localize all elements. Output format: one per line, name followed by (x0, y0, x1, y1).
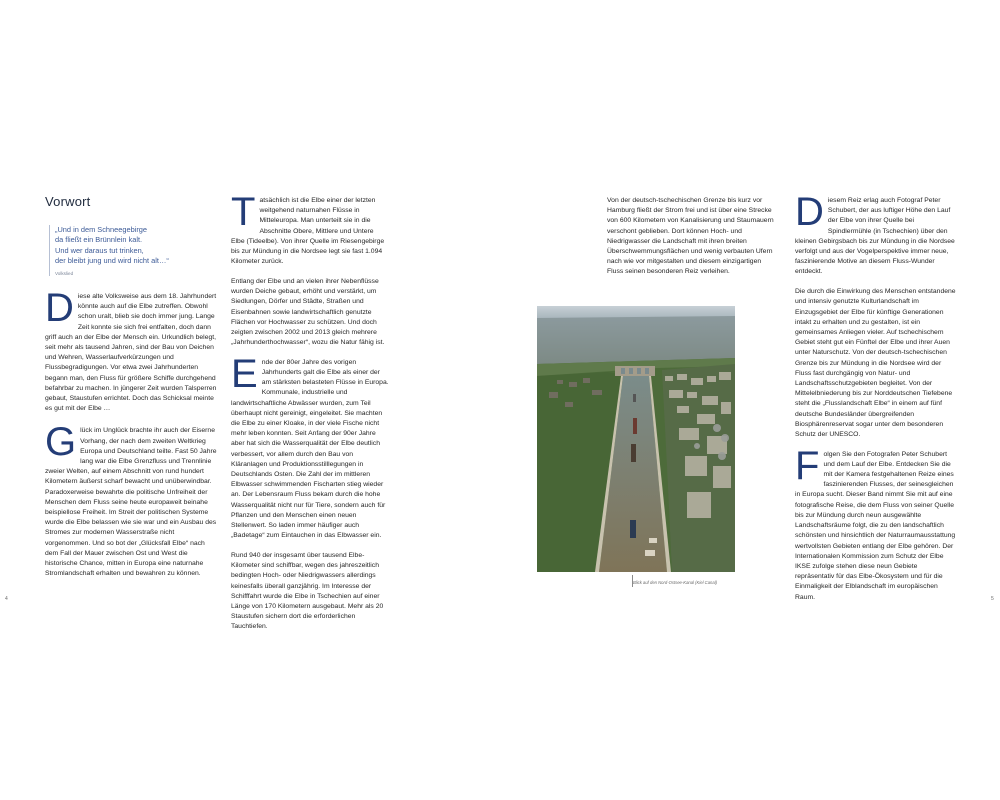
drop-cap: D (795, 190, 824, 234)
paragraph (231, 551, 389, 633)
paragraph (795, 443, 958, 603)
paragraph-text: Entlang der Elbe und an vielen ihrer Nebenflüsse wurden Deiche gebaut, erhöht und verstärkt, um Siedlungen, Dörfer und Städte, Straßen und Eisenbahnen sowie landwirtschaftlich genutzte Flächen vor Hochwasser zu schützen. Und doch zeigten zwischen 2002 und 2013 gleich mehrere „Jahrhunderthochwasser“, wozu die Natur fähig ist. (231, 277, 385, 347)
paragraph (45, 420, 218, 579)
paragraph (45, 286, 218, 414)
page-number-right: 5 (991, 596, 994, 602)
paragraph-text: iese alte Volksweise aus dem 18. Jahrhundert könnte auch auf die Elbe zutreffen. Obwohl schon uralt, blieb sie doch immer jung. Lange Zeit konnte sie sich frei entfalten, doch dann griff auch an der Elbe der Mensch ein. Urkundlich belegt, seit mehr als tausend Jahren, sind der Bau von Deichen und Wehren, Wasserlaufverkürzungen und Flussbegradigungen. Vor etwa zwei Jahrhunderten begann man, den Fluss für größere Schiffe durchgehend befahrbar zu machen. In jüngerer Zeit wurden Talsperren gebaut, Staustufen errichtet. Doch das Schicksal meinte es gut mit der Elbe … (45, 293, 217, 413)
epigraph (49, 225, 195, 276)
epigraph-line: der bleibt jung und wird nicht alt…“ (55, 255, 169, 265)
paragraph-text: Die durch die Einwirkung des Menschen entstandene und intensiv genutzte Kulturlandschaft im Einzugsgebiet der Elbe für künftige Generationen intakt zu erhalten und zu gestalten, ist ein gemeinsames Anliegen vieler. Auf tschechischem Gebiet steht gut ein Fünftel der Elbe und ihrer Auen unter Naturschutz. Von der deutsch-tschechischen Grenze bis zur Mündung in die Nordsee wird der Fluss fast durchgängig von Natur- und Landschaftsschutzgebieten begleitet. Von der Mittelelbniederung bis zur Norddeutschen Tiefebene steht die „Flusslandschaft Elbe“ in einem auf fünf deutsche Bundesländer übergreifenden Biosphärenreservat sogar unter dem besonderen Schutz der UNESCO. (795, 288, 956, 438)
paragraph (231, 277, 389, 348)
paragraph-text: nde der 80er Jahre des vorigen Jahrhunderts galt die Elbe als einer der am stärksten belasteten Flüsse in Europa. Kommunale, industrielle und landwirtschaftliche Abwässer wurden, zum Teil überhaupt nicht gereinigt, eingeleitet. Sie machten die Elbe zu einer Kloake, in der viele Fische nicht mehr leben konnten. Seit Anfang der 90er Jahre aber hat sich die Wasserqualität der Elbe deutlich verbessert, vor allem durch den Bau von Kläranlagen und Produktionsstilllegungen in Deutschlands Osten. Die Zahl der im mittleren Elbwasser schwimmenden Fischarten stieg wieder an. Der Lebensraum Fluss bekam durch die hohe Wasserqualität nicht nur für Tiere, sondern auch für Pflanzen und den Menschen einen neuen Stellenwert. So laden immer häufiger auch „Badetage“ zum Eintauchen in das Elbwasser ein. (231, 358, 389, 540)
page-number-left: 4 (5, 596, 8, 602)
left-column-1 (45, 286, 218, 589)
right-column-1 (607, 196, 775, 287)
drop-cap: T (231, 190, 256, 234)
drop-cap: E (231, 351, 258, 396)
drop-cap: F (795, 443, 820, 488)
paragraph-text: lück im Unglück brachte ihr auch der Eiserne Vorhang, der nach dem zweiten Weltkrieg Europa und Deutschland teilte. Fast 50 Jahre lang war die Elbe Grenzfluss und Trennlinie zweier Welten, auf einem Abschnitt von rund hundert Kilometern äußerst scharf bewacht und unüberwindbar. Paradoxerweise bewahrte die politische Unfreiheit der Menschen dem Fluss seine heute europaweit beinahe beispiellose Freiheit. Im Streit der politischen Systeme wurde die Elbe belassen wie sie war und ein Ausbau des Stromes zur modernen Wasserstraße nicht vorgenommen. Und so bot der „Glücksfall Elbe“ nach dem Fall der Mauer zwischen Ost und West die historische Chance, mitten in Europa eine naturnahe Stromlandschaft erhalten und bewahren zu können. (45, 427, 217, 578)
left-column-2 (231, 190, 389, 642)
paragraph (231, 351, 389, 542)
paragraph (607, 196, 775, 278)
paragraph-text: Von der deutsch-tschechischen Grenze bis kurz vor Hamburg fließt der Strom frei und ist über eine Strecke von 600 Kilometern von Kanalisierung und Staumauern verschont geblieben. Dort können Hoch- und Niedrigwasser die Landschaft mit ihren breiten Überschwemmungsflächen und wenig verbauten Ufern nach wie vor mitgestalten und diesem einzigartigen Fluss seinen besonderen Reiz verleihen. (607, 197, 774, 276)
epigraph-line: Und wer daraus tut trinken, (55, 245, 144, 255)
paragraph-text: atsächlich ist die Elbe einer der letzten weitgehend naturnahen Flüsse in Mitteleuropa. Man unterteilt sie in die Abschnitte Obere, Mittlere und Untere Elbe (Tideelbe). Von ihrer Quelle im Riesengebirge bis zur Mündung in die Nordsee legt sie fast 1.094 Kilometer zurück. (231, 197, 385, 266)
kiel-canal-aerial-photo (537, 306, 735, 572)
right-column-2 (795, 190, 958, 612)
paragraph-text: olgen Sie den Fotografen Peter Schubert und dem Lauf der Elbe. Entdecken Sie die mit der Kamera festgehaltenen Reize eines faszinierenden Flusses, der seinesgleichen in Europa sucht. Dieser Band nimmt Sie mit auf eine fotografische Reise, die dem Fluss von seiner Quelle bis zur Mündung durch neun ausgewählte Landschaftsräume folgt, die zu den landschaftlich schönsten und hinsichtlich der Naturraumausstattung wertvollsten Gebieten entlang der Elbe gehören. Der Internationalen Kommission zum Schutz der Elbe IKSE zufolge stehen diese neun Gebiete repräsentativ für das Elbe-Ökosystem und für die Einmaligkeit der Elblandschaft im europäischen Raum. (795, 450, 956, 601)
paragraph (795, 287, 958, 440)
epigraph-line: „Und in dem Schneegebirge (55, 225, 148, 234)
photo-caption: Blick auf den Nord-Ostsee-Kanal (Kiel Canal) (633, 580, 718, 585)
epigraph-line: da fließt ein Brünnlein kalt. (55, 235, 143, 245)
paragraph (795, 190, 958, 278)
drop-cap: D (45, 286, 74, 330)
paragraph (231, 190, 389, 267)
paragraph-text: iesem Reiz erlag auch Fotograf Peter Schubert, der aus luftiger Höhe den Lauf der Elbe von ihrer Quelle bei Spindlermühle (in Tschechien) über den kleinen Gebirgsbach bis zur Mündung in die Nordsee verfolgt und aus der Vogelperspektive immer neue, faszinierende Motive an diesem Fluss-Wunder entdeckt. (795, 197, 955, 276)
drop-cap: G (45, 420, 77, 465)
epigraph-attribution: Volkslied (55, 271, 74, 277)
chapter-title: Vorwort (45, 194, 91, 209)
paragraph-text: Rund 940 der insgesamt über tausend Elbe-Kilometer sind schiffbar, wegen des jahreszeitlich bedingten Hoch- oder Niedrigwassers allerdings keinesfalls überall ganzjährig. Im Interesse der Schifffahrt wurde die Elbe in Tschechien auf einer Länge von 170 Kilometern ausgebaut. Mehr als 20 Staustufen sichern dort die erforderlichen Tauchtiefen. (231, 552, 384, 631)
